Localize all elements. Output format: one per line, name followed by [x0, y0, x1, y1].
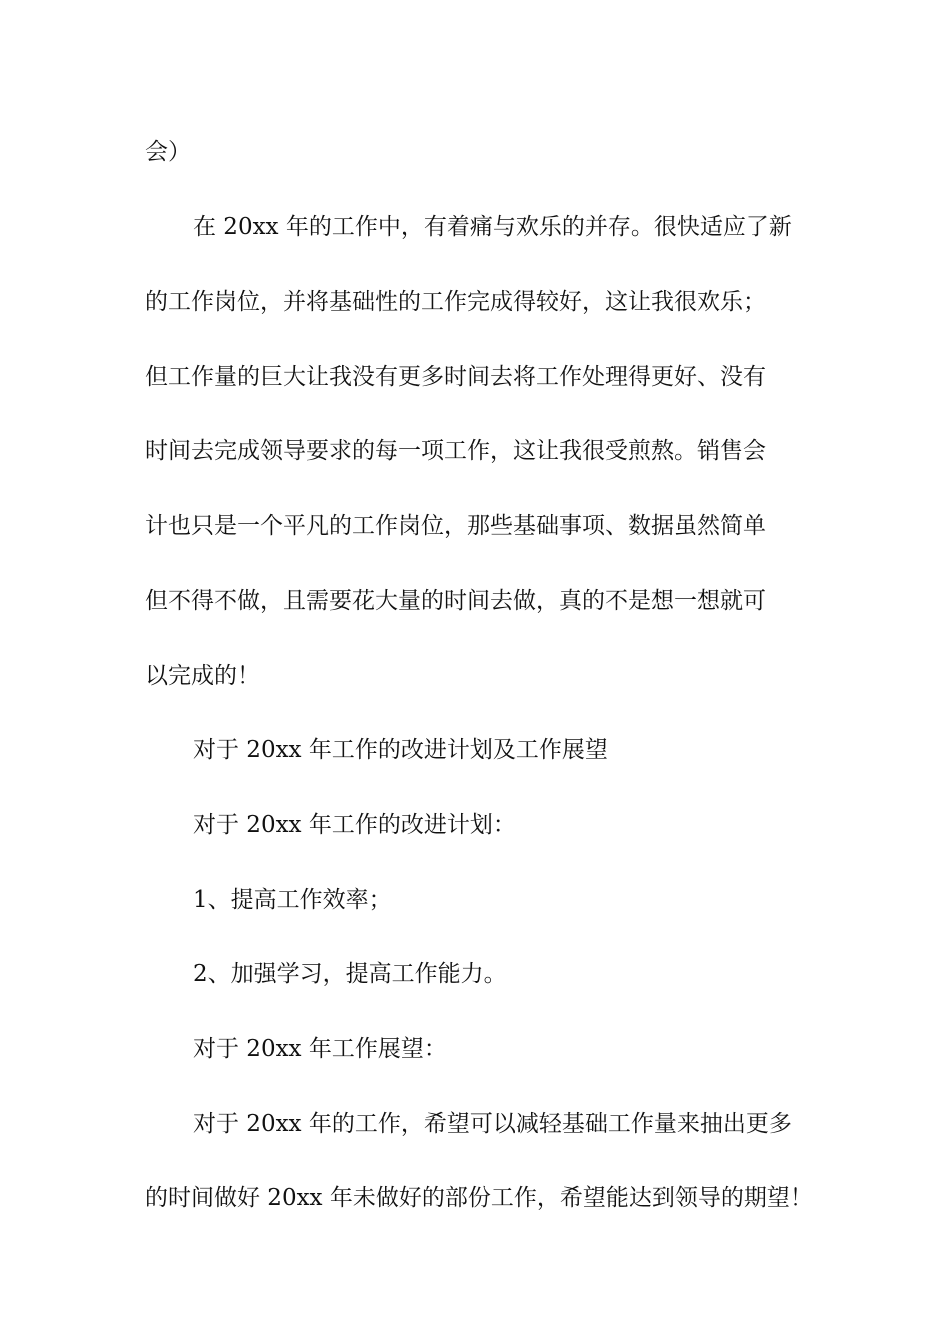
text-line-3: 的工作岗位，并将基础性的工作完成得较好，这让我很欢乐； — [145, 289, 766, 315]
text-line-15: 的时间做好 20xx 年未做好的部份工作，希望能达到领导的期望！ — [145, 1185, 813, 1211]
text-line-7: 但不得不做，且需要花大量的时间去做，真的不是想一想就可 — [145, 588, 766, 614]
subheading-plan: 对于 20xx 年工作的改进计划： — [193, 812, 516, 838]
text-line-1: 会） — [145, 139, 191, 165]
text-line-8: 以完成的！ — [145, 663, 260, 689]
text-line-4: 但工作量的巨大让我没有更多时间去将工作处理得更好、没有 — [145, 364, 766, 390]
subheading-outlook: 对于 20xx 年工作展望： — [193, 1036, 447, 1062]
text-line-14: 对于 20xx 年的工作，希望可以减轻基础工作量来抽出更多 — [193, 1111, 792, 1137]
text-line-2: 在 20xx 年的工作中，有着痛与欢乐的并存。很快适应了新 — [193, 214, 792, 240]
text-line-5: 时间去完成领导要求的每一项工作，这让我很受煎熬。销售会 — [145, 438, 766, 464]
list-item-2: 2、加强学习，提高工作能力。 — [193, 961, 507, 987]
section-heading: 对于 20xx 年工作的改进计划及工作展望 — [193, 737, 608, 763]
text-line-6: 计也只是一个平凡的工作岗位，那些基础事项、数据虽然简单 — [145, 513, 766, 539]
list-item-1: 1、提高工作效率； — [193, 887, 392, 913]
